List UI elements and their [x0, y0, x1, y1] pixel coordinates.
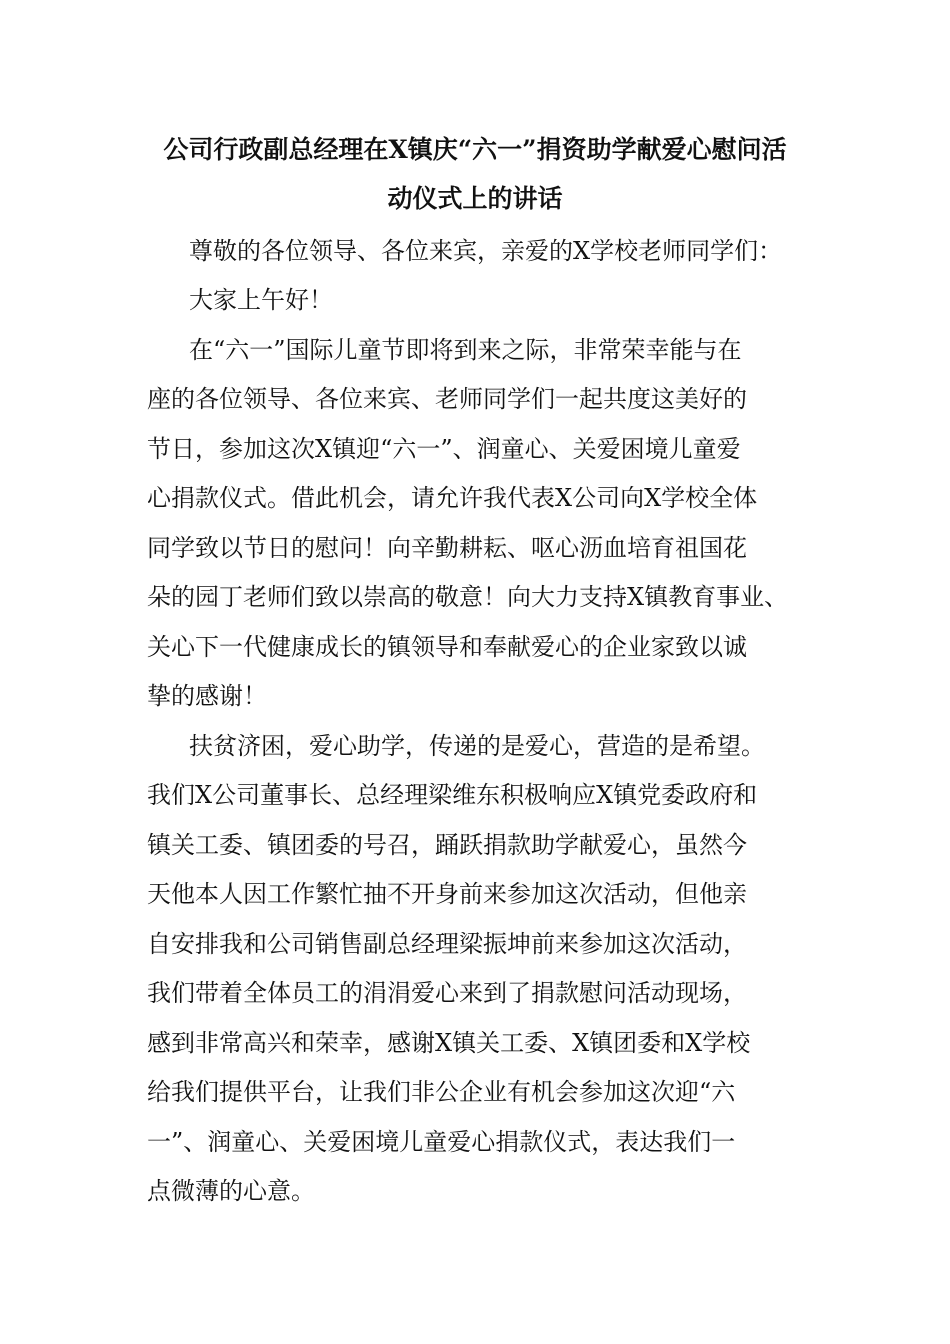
paragraph-2-line: 给我们提供平台，让我们非公企业有机会参加这次迎“六 [147, 1078, 736, 1106]
paragraph-1-line: 挚的感谢！ [147, 682, 267, 710]
paragraph-1-line: 心捐款仪式。借此机会，请允许我代表X公司向X学校全体 [147, 484, 758, 512]
paragraph-2-line: 我们带着全体员工的涓涓爱心来到了捐款慰问活动现场， [147, 979, 747, 1007]
paragraph-1-line: 关心下一代健康成长的镇领导和奉献爱心的企业家致以诚 [147, 633, 747, 661]
salutation: 尊敬的各位领导、各位来宾，亲爱的X学校老师同学们： [189, 237, 783, 265]
paragraph-2-line: 一”、润童心、关爱困境儿童爱心捐款仪式，表达我们一 [147, 1128, 736, 1156]
paragraph-2-line: 点微薄的心意。 [147, 1177, 315, 1205]
document-title-line-2: 动仪式上的讲话 [387, 184, 563, 213]
greeting: 大家上午好！ [189, 286, 333, 314]
paragraph-1-line: 座的各位领导、各位来宾、老师同学们一起共度这美好的 [147, 385, 747, 413]
paragraph-2-line: 扶贫济困，爱心助学，传递的是爱心，营造的是希望。 [189, 732, 765, 760]
paragraph-2-line: 我们X公司董事长、总经理梁维东积极响应X镇党委政府和 [147, 781, 758, 809]
paragraph-1-line: 节日，参加这次X镇迎“六一”、润童心、关爱困境儿童爱 [147, 435, 741, 463]
paragraph-1-line: 同学致以节日的慰问！向辛勤耕耘、呕心沥血培育祖国花 [147, 534, 747, 562]
paragraph-1-line: 朵的园丁老师们致以崇高的敬意！向大力支持X镇教育事业、 [147, 583, 789, 611]
paragraph-1-line: 在“六一”国际儿童节即将到来之际，非常荣幸能与在 [189, 336, 742, 364]
paragraph-2-line: 自安排我和公司销售副总经理梁振坤前来参加这次活动， [147, 930, 747, 958]
document-title-line-1: 公司行政副总经理在X镇庆“六一”捐资助学献爱心慰问活 [163, 135, 787, 164]
paragraph-2-line: 感到非常高兴和荣幸，感谢X镇关工委、X镇团委和X学校 [147, 1029, 751, 1057]
paragraph-2-line: 镇关工委、镇团委的号召，踊跃捐款助学献爱心，虽然今 [147, 831, 747, 859]
paragraph-2-line: 天他本人因工作繁忙抽不开身前来参加这次活动，但他亲 [147, 880, 747, 908]
